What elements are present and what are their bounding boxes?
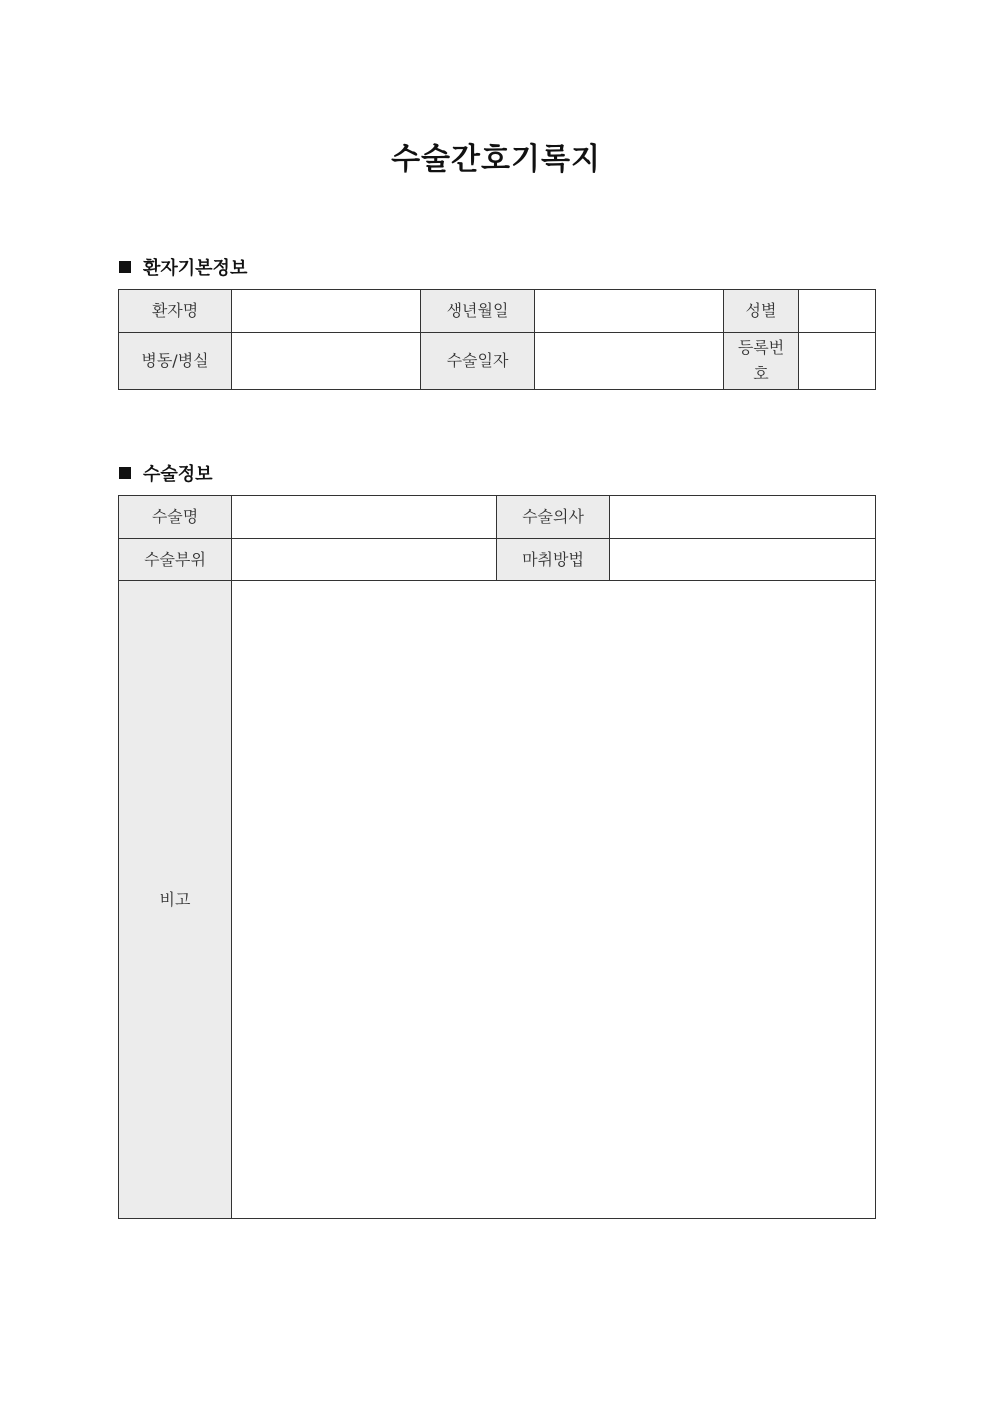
label-anesthesia-method: 마취방법 <box>497 539 610 581</box>
page-title: 수술간호기록지 <box>391 142 601 177</box>
label-registration-number: 등록번 호 <box>724 333 799 390</box>
field-surgical-site[interactable] <box>232 539 497 581</box>
label-operation-name: 수술명 <box>119 496 232 539</box>
label-patient-name: 환자명 <box>119 290 232 333</box>
field-surgeon[interactable] <box>610 496 876 539</box>
field-registration-number[interactable] <box>799 333 876 390</box>
label-ward-room: 병동/병실 <box>119 333 232 390</box>
field-surgery-date[interactable] <box>535 333 724 390</box>
square-bullet-icon <box>119 261 131 273</box>
label-surgery-date: 수술일자 <box>421 333 535 390</box>
section-heading-label: 수술정보 <box>143 464 213 485</box>
section-heading-patient <box>119 254 247 280</box>
field-ward-room[interactable] <box>232 333 421 390</box>
field-birthdate[interactable] <box>535 290 724 333</box>
section-heading-surgery <box>119 460 213 486</box>
field-operation-name[interactable] <box>232 496 497 539</box>
surgery-info-table <box>118 495 876 1219</box>
field-remarks[interactable] <box>232 581 876 1219</box>
square-bullet-icon <box>119 467 131 479</box>
section-heading-label: 환자기본정보 <box>143 258 248 279</box>
field-anesthesia-method[interactable] <box>610 539 876 581</box>
field-patient-name[interactable] <box>232 290 421 333</box>
label-surgeon: 수술의사 <box>497 496 610 539</box>
label-birthdate: 생년월일 <box>421 290 535 333</box>
label-remarks: 비고 <box>119 581 232 1219</box>
label-sex: 성별 <box>724 290 799 333</box>
patient-info-table <box>118 289 876 390</box>
label-surgical-site: 수술부위 <box>119 539 232 581</box>
field-sex[interactable] <box>799 290 876 333</box>
